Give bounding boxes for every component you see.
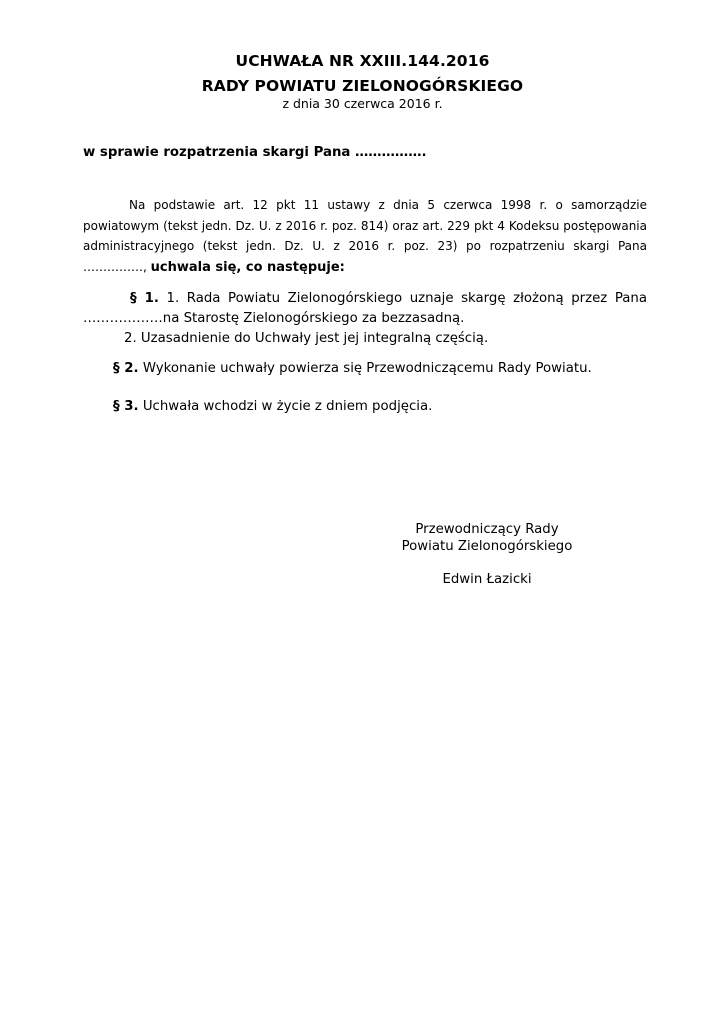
resolution-subject: w sprawie rozpatrzenia skargi Pana …………….	[83, 145, 427, 160]
signatory-name: Edwin Łazicki	[442, 572, 532, 587]
signature-title-line-1: Przewodniczący Rady	[415, 522, 559, 537]
council-name-title: RADY POWIATU ZIELONOGÓRSKIEGO	[201, 77, 524, 95]
section-1-first-line	[83, 289, 647, 309]
section-2	[113, 359, 592, 379]
preamble-enactment-formula: uchwala się, co następuje:	[150, 259, 345, 275]
section-3-number: § 3.	[113, 399, 139, 414]
resolution-number-title: UCHWAŁA NR XXIII.144.2016	[235, 52, 490, 70]
resolution-date: z dnia 30 czerwca 2016 r.	[282, 96, 443, 111]
section-1-point-1-line-2: ………………na Starostę Zielonogórskiego za bezzasadną.	[83, 311, 465, 326]
section-1	[83, 289, 647, 349]
preamble-paragraph	[83, 195, 647, 278]
section-1-point-2: 2. Uzasadnienie do Uchwały jest jej integralną częścią.	[124, 331, 489, 346]
section-3	[113, 397, 432, 417]
section-2-text: Wykonanie uchwały powierza się Przewodniczącemu Rady Powiatu.	[138, 361, 592, 376]
preamble-text: Na podstawie art. 12 pkt 11 ustawy z dnia 5 czerwca 1998 r. o samorządzie powiatowym (tekst jedn. Dz. U. z 2016 r. poz. 814) oraz art. 229 pkt 4 Kodeksu postępowania administracyjnego (tekst jedn. Dz. U. z 2016 r. poz. 23) po rozpatrzeniu skargi Pana ……………,	[83, 198, 647, 274]
section-1-point-1-line-1: 1. Rada Powiatu Zielonogórskiego uznaje skargę złożoną przez Pana	[166, 291, 648, 306]
section-3-text: Uchwała wchodzi w życie z dniem podjęcia.	[138, 399, 433, 414]
section-1-number: § 1.	[130, 291, 159, 306]
section-2-number: § 2.	[113, 361, 139, 376]
signature-title-line-2: Powiatu Zielonogórskiego	[401, 539, 573, 554]
